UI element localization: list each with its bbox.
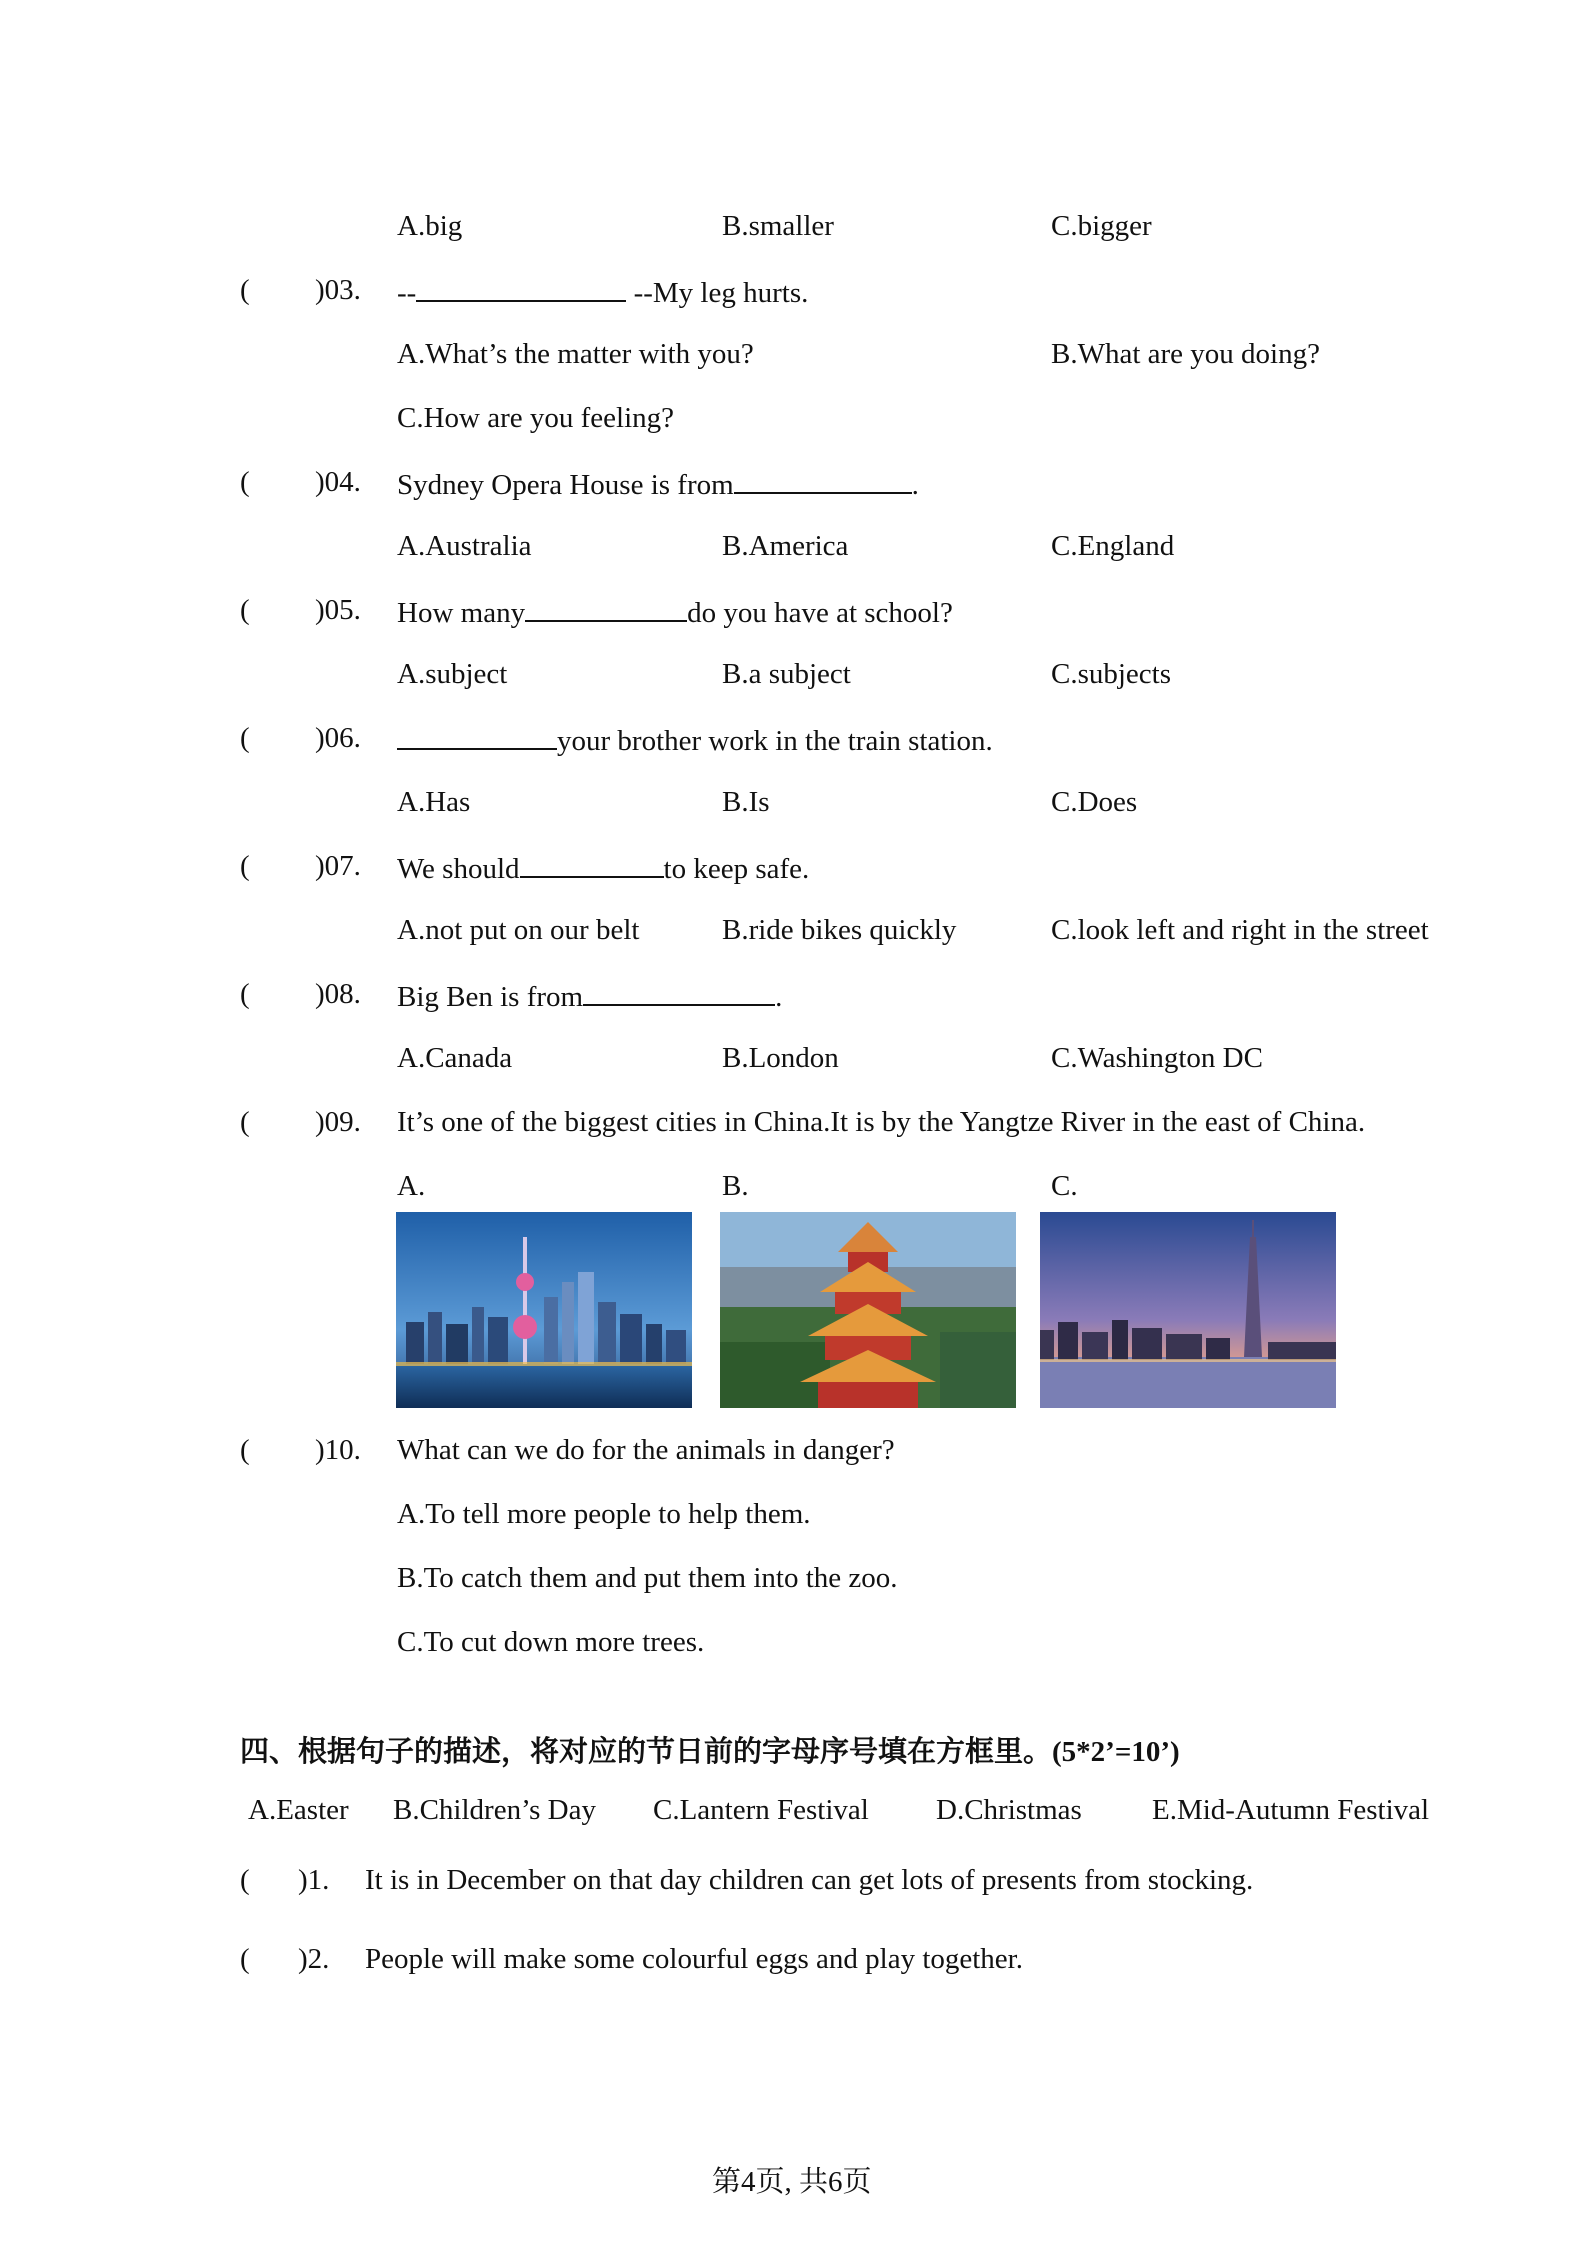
s4-item2-text: People will make some colourful eggs and play together. <box>365 1943 1023 1975</box>
q05-option-c: C.subjects <box>1051 658 1172 690</box>
q06-option-a: A.Has <box>397 786 471 818</box>
q06-answer-paren: ( <box>240 722 250 754</box>
festival-option-a: A.Easter <box>248 1794 349 1826</box>
q08-blank[interactable] <box>583 980 775 1006</box>
q06-option-c: C.Does <box>1051 786 1138 818</box>
s4-item1-text: It is in December on that day children can get lots of presents from stocking. <box>365 1864 1254 1896</box>
q05-after: do you have at school? <box>687 597 953 629</box>
canton-tower-photo <box>1040 1212 1336 1408</box>
festival-option-c: C.Lantern Festival <box>653 1794 869 1826</box>
q09-option-a-label: A. <box>397 1170 426 1202</box>
q03-after: --My leg hurts. <box>626 277 809 309</box>
q04-option-a: A.Australia <box>397 530 532 562</box>
q04-answer-paren: ( <box>240 466 250 498</box>
q04-after: . <box>911 469 919 501</box>
q02-option-a: A.big <box>397 210 463 242</box>
q07-answer-paren: ( <box>240 850 250 882</box>
shanghai-skyline-photo <box>396 1212 692 1408</box>
festival-option-e: E.Mid-Autumn Festival <box>1152 1794 1430 1826</box>
q10-option-c: C.To cut down more trees. <box>397 1626 705 1658</box>
q07-before: We should <box>397 853 520 885</box>
q03-answer-paren: ( <box>240 274 250 306</box>
q06-number: )06. <box>315 722 361 754</box>
q08-answer-paren: ( <box>240 978 250 1010</box>
q03-option-a: A.What’s the matter with you? <box>397 338 754 370</box>
s4-item2-number: )2. <box>298 1943 330 1975</box>
q05-option-a: A.subject <box>397 658 508 690</box>
q10-option-a: A.To tell more people to help them. <box>397 1498 811 1530</box>
q08-question <box>397 980 782 1012</box>
q03-blank[interactable] <box>416 276 626 302</box>
q04-option-c: C.England <box>1051 530 1175 562</box>
q09-question: It’s one of the biggest cities in China.It is by the Yangtze River in the east of China. <box>397 1106 1366 1138</box>
q09-option-c-label: C. <box>1051 1170 1078 1202</box>
q07-number: )07. <box>315 850 361 882</box>
q08-before: Big Ben is from <box>397 981 584 1013</box>
q06-question <box>397 724 993 756</box>
q07-option-b: B.ride bikes quickly <box>722 914 957 946</box>
festival-option-d: D.Christmas <box>936 1794 1082 1826</box>
q06-after: your brother work in the train station. <box>557 725 993 757</box>
q07-option-c: C.look left and right in the street <box>1051 914 1429 946</box>
q04-blank[interactable] <box>734 468 912 494</box>
s4-item1-number: )1. <box>298 1864 330 1896</box>
q05-question <box>397 596 953 628</box>
q06-option-b: B.Is <box>722 786 770 818</box>
page-footer: 第4页, 共6页 <box>712 2166 872 2198</box>
q03-question <box>397 276 808 308</box>
q09-number: )09. <box>315 1106 361 1138</box>
q10-answer-paren: ( <box>240 1434 250 1466</box>
q03-option-c: C.How are you feeling? <box>397 402 675 434</box>
q07-after: to keep safe. <box>663 853 810 885</box>
q08-option-c: C.Washington DC <box>1051 1042 1263 1074</box>
q02-option-c: C.bigger <box>1051 210 1152 242</box>
q05-before: How many <box>397 597 526 629</box>
q08-option-b: B.London <box>722 1042 839 1074</box>
q06-blank[interactable] <box>397 724 557 750</box>
q10-question: What can we do for the animals in danger? <box>397 1434 895 1466</box>
q03-option-b: B.What are you doing? <box>1051 338 1320 370</box>
q10-number: )10. <box>315 1434 361 1466</box>
q03-number: )03. <box>315 274 361 306</box>
q07-option-a: A.not put on our belt <box>397 914 640 946</box>
q04-before: Sydney Opera House is from <box>397 469 734 501</box>
q07-blank[interactable] <box>520 852 664 878</box>
q04-option-b: B.America <box>722 530 849 562</box>
q04-number: )04. <box>315 466 361 498</box>
q10-option-b: B.To catch them and put them into the zoo. <box>397 1562 898 1594</box>
q09-answer-paren: ( <box>240 1106 250 1138</box>
yellow-crane-tower-photo <box>720 1212 1016 1408</box>
q05-blank[interactable] <box>525 596 687 622</box>
s4-item2-paren: ( <box>240 1943 250 1975</box>
q08-option-a: A.Canada <box>397 1042 513 1074</box>
festival-option-b: B.Children’s Day <box>393 1794 596 1826</box>
q08-number: )08. <box>315 978 361 1010</box>
q05-option-b: B.a subject <box>722 658 851 690</box>
q08-after: . <box>775 981 783 1013</box>
q05-answer-paren: ( <box>240 594 250 626</box>
s4-item1-paren: ( <box>240 1864 250 1896</box>
q09-option-b-label: B. <box>722 1170 749 1202</box>
q04-question <box>397 468 919 500</box>
section4-heading: 四、根据句子的描述，将对应的节日前的字母序号填在方框里。(5*2’=10’) <box>240 1736 1180 1768</box>
q05-number: )05. <box>315 594 361 626</box>
q02-option-b: B.smaller <box>722 210 834 242</box>
q03-prefix: -- <box>397 277 417 309</box>
q07-question <box>397 852 809 884</box>
